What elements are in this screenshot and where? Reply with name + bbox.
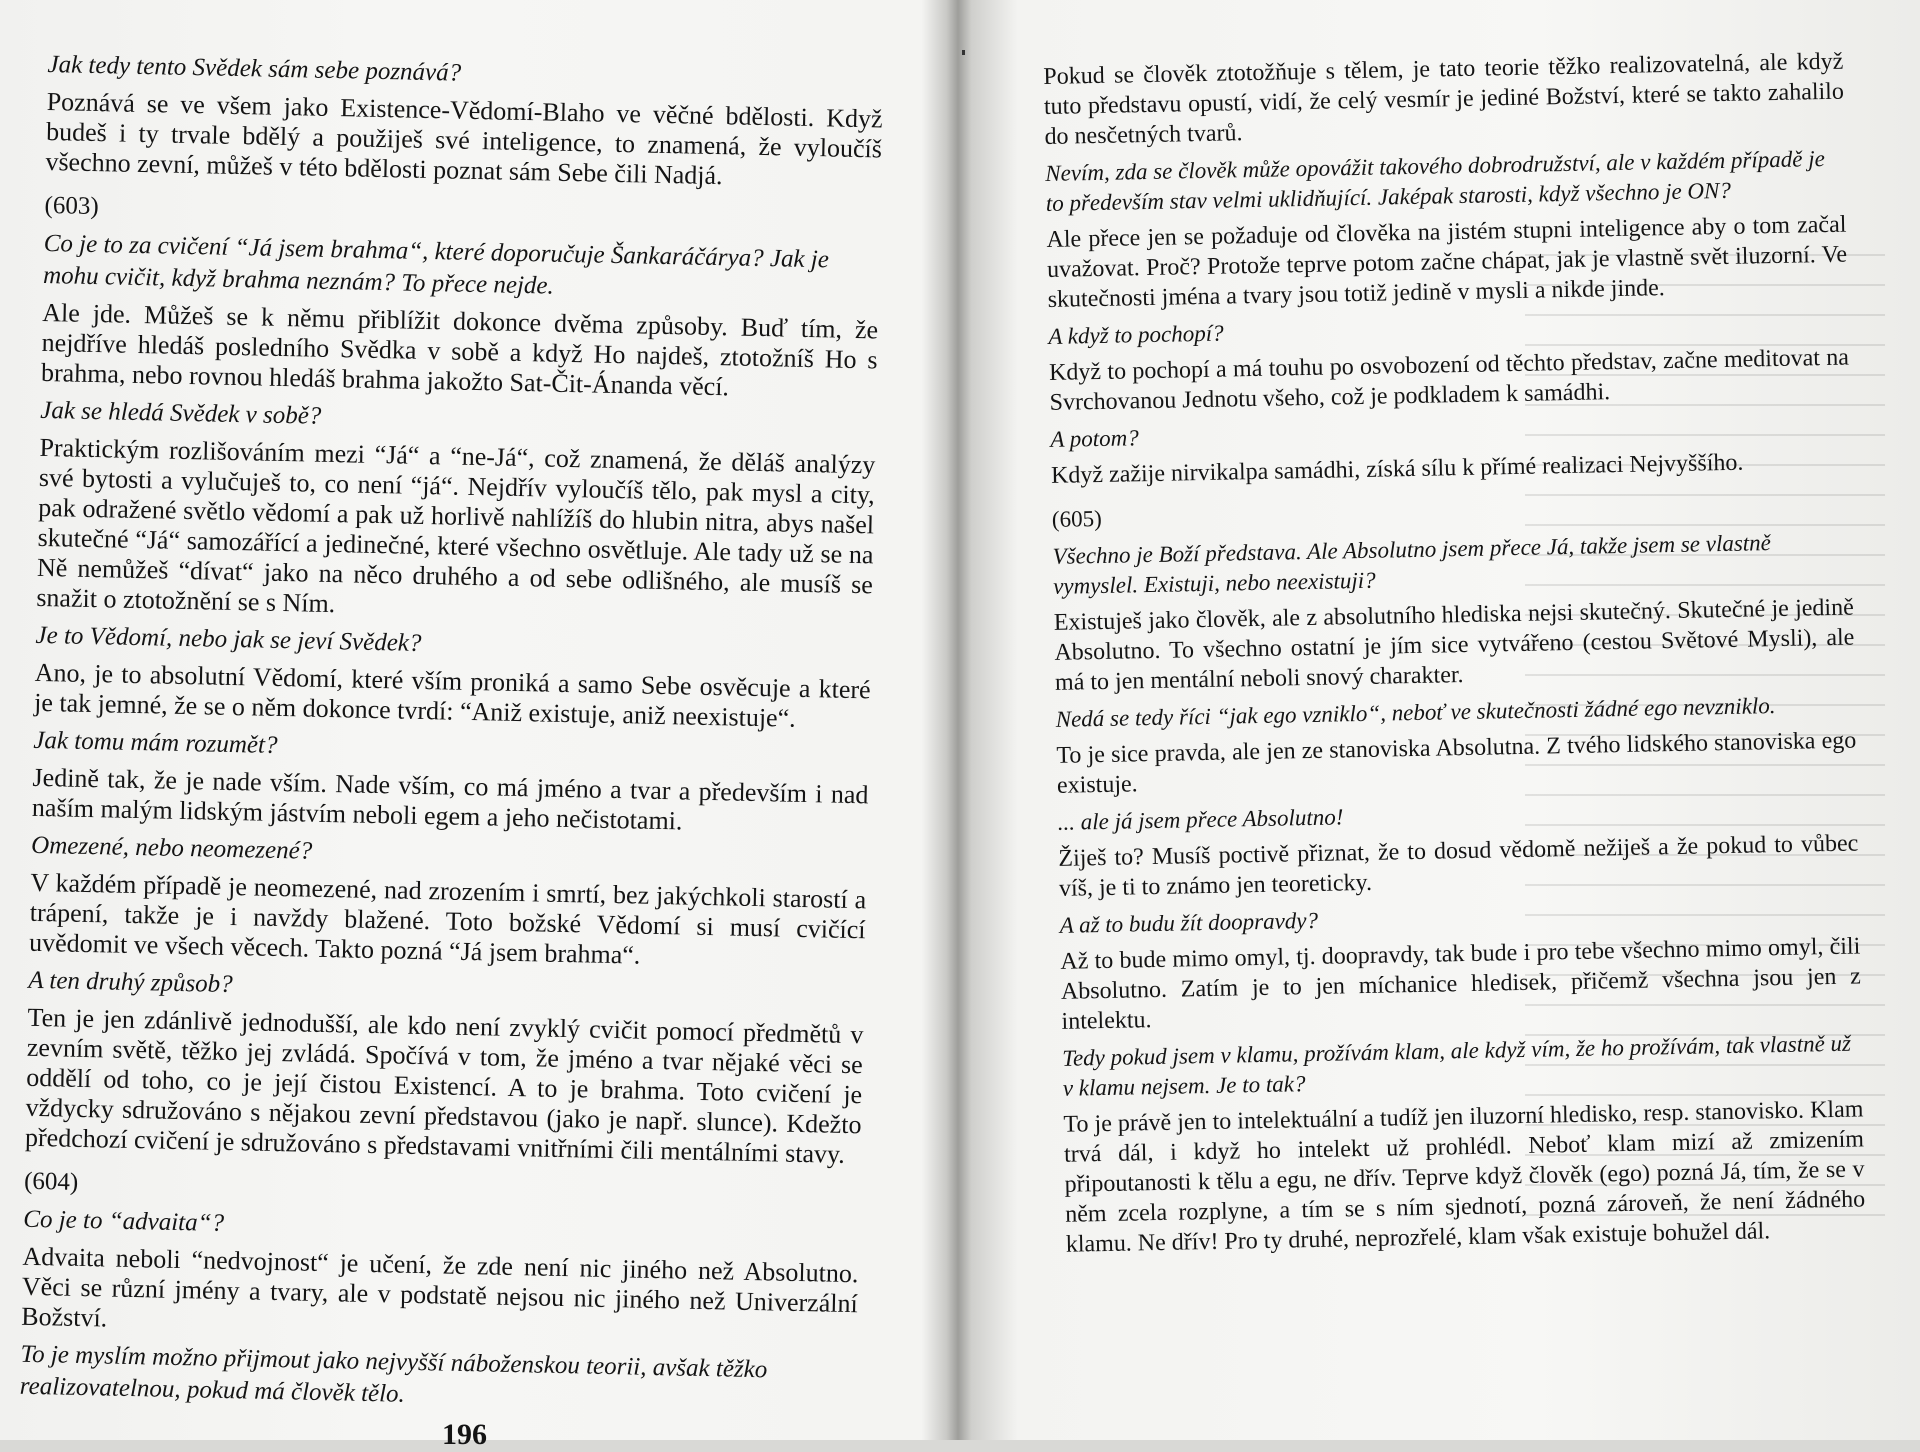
right-text-column xyxy=(1043,41,1866,1260)
section-number: (603) xyxy=(44,191,100,221)
question-paragraph: Je to Vědomí, nebo jak se jeví Svědek? xyxy=(35,621,422,657)
question-paragraph: A když to pochopí? xyxy=(1048,320,1224,349)
question-paragraph: Nedá se tedy říci “jak ego vzniklo“, neboť ve skutečnosti žádné ego nevzniklo. xyxy=(1055,693,1776,732)
answer-paragraph: Ano, je to absolutní Vědomí, které vším proniká a samo Sebe osvěcuje a které je tak jemné, že se o něm dokonce tvrdí: “Aniž existuje, aniž neexistuje“. xyxy=(33,657,871,733)
left-text-column xyxy=(19,42,883,1420)
right-page xyxy=(965,0,1920,1440)
answer-paragraph: Existuješ jako člověk, ale z absolutního hlediska nejsi skutečný. Skutečné je jedině Absolutno. To všechno ostatní je jím sice vytvářeno (cestou Světové Mysli), ale má to jen mentální neboli snový charakter. xyxy=(1053,594,1855,696)
answer-paragraph: Pokud se člověk ztotožňuje s tělem, je tato teorie těžko realizovatelná, ale když tuto představu opustí, vidí, že celý vesmír je jediné Božství, které se takto zahalilo do nesčetných tvarů. xyxy=(1043,48,1845,150)
question-paragraph: A ten druhý způsob? xyxy=(28,966,233,999)
answer-paragraph: Jedině tak, že je nade vším. Nade vším, co má jméno a tvar a především i nad naším malým lidským jástvím neboli egem a jeho nečistotami. xyxy=(31,762,869,836)
question-paragraph: Omezené, nebo neomezené? xyxy=(30,831,313,865)
question-paragraph: A potom? xyxy=(1050,425,1139,452)
answer-paragraph: Až to bude mimo omyl, tj. doopravdy, tak bude i pro tebe všechno mimo omyl, čili Absolutno. Zatím je to jen míchanice hledisek, přičemž všechna jsou jen z intelektu. xyxy=(1060,933,1862,1035)
answer-paragraph: Poznává se ve všem jako Existence-Vědomí-Blaho ve věčné bdělosti. Když budeš i ty trvale bdělý a použiješ své inteligence, to znamená, že vyloučíš všechno zevní, můžeš v této bdělosti poznat sám Sebe čili Nadjá. xyxy=(45,86,883,191)
question-paragraph: A až to budu žít doopravdy? xyxy=(1059,907,1319,938)
answer-paragraph: Ten je jen zdánlivě jednodušší, ale kdo není zvyklý cvičit pomocí předmětů v zevním světě, těžko jej zvládá. Spočívá v tom, že jméno a tvar nějaké věci se oddělí od toho, co je její čistou Existencí. A to je brahma. Toto cvičení je vždycky sdružováno s nějakou zevní představou (jako je např. slunce). Kdežto předchozí cvičení je sdružováno s představami vnitřními čili mentálními stavy. xyxy=(24,1002,864,1169)
question-paragraph: To je myslím možno přijmout jako nejvyšší náboženskou teorii, avšak těžko realizovatelnou, pokud má člověk tělo. xyxy=(19,1340,768,1408)
question-paragraph: ... ale já jsem přece Absolutno! xyxy=(1057,804,1344,835)
page-number: 196 xyxy=(442,1418,487,1451)
question-paragraph: Tedy pokud jsem v klamu, prožívám klam, ale když vím, že ho prožívám, tak vlastně už v klamu nejsem. Je to tak? xyxy=(1062,1030,1852,1101)
question-paragraph: Všechno je Boží představa. Ale Absolutno jsem přece Já, takže jsem se vlastně vymyslel. Existuji, nebo neexistuji? xyxy=(1052,530,1772,599)
section-number: (604) xyxy=(23,1167,79,1196)
answer-paragraph: V každém případě je neomezené, nad zrozením i smrtí, bez jakýchkoli starostí a trápení, takže je i navždy blažené. Toto božské Vědomí si musí cvičící uvědomit ve všech věcech. Takto pozná “Já jsem brahma“. xyxy=(28,867,867,970)
question-paragraph: Jak tomu mám rozumět? xyxy=(33,726,278,759)
question-paragraph: Nevím, zda se člověk může opovážit takového dobrodružství, ale v každém případě je to především stav velmi uklidňující. Jaképak starosti, když všechno je ON? xyxy=(1045,146,1826,216)
answer-paragraph: Když zažije nirvikalpa samádhi, získá sílu k přímé realizaci Nejvyššího. xyxy=(1050,449,1744,489)
question-paragraph: Co je to “advaita“? xyxy=(23,1205,225,1237)
answer-paragraph: To je právě jen to intelektuální a tudíž jen iluzorní hledisko, resp. stanovisko. Klam trvá dál, i když ho intelekt už prohlédl. Neboť klam mizí až zmizením připoutanosti k tělu a egu, ne dřív. Teprve když člověk (ego) pozná Já, tím, že se v něm zcela rozplyne, a tím se s ním sjednotí, pozná zároveň, že není žádného klamu. Ne dřív! Pro ty druhé, neprozřelé, klam však existuje bohužel dál. xyxy=(1063,1096,1866,1258)
answer-paragraph: Žiješ to? Musíš poctivě přiznat, že to dosud vědomě nežiješ a že pokud to vůbec víš, je ti to známo jen teoreticky. xyxy=(1058,830,1859,902)
question-paragraph: Jak tedy tento Svědek sám sebe poznává? xyxy=(47,50,462,87)
answer-paragraph: To je sice pravda, ale jen ze stanoviska Absolutna. Z tvého lidského stanoviska ego existuje. xyxy=(1056,727,1857,799)
answer-paragraph: Ale jde. Můžeš se k němu přiblížit dokonce dvěma způsoby. Buď tím, že nejdříve hledáš posledního Svědka v sobě a když Ho najdeš, ztotožníš Ho s brahma, nebo rovnou hledáš brahma jakožto Sat-Čit-Ánanda věcí. xyxy=(40,297,879,402)
answer-paragraph: Když to pochopí a má touhu po osvobození od těchto představ, začne meditovat na Svrchovanou Jednotu všeho, což je podkladem k samádhi. xyxy=(1048,344,1850,416)
question-paragraph: Co je to za cvičení “Já jsem brahma“, které doporučuje Šankaráčárya? Jak je mohu cvičit, když brahma neznám? To přece nejde. xyxy=(42,229,830,300)
question-paragraph: Jak se hledá Svědek v sobě? xyxy=(39,396,322,430)
answer-paragraph: Advaita neboli “nedvojnost“ je učení, že zde není nic jiného než Absolutno. Věci se různí jmény a tvary, ale v podstatě nejsou nic jiného než Univerzální Božství. xyxy=(21,1241,859,1333)
section-number: (605) xyxy=(1051,505,1102,532)
answer-paragraph: Praktickým rozlišováním mezi “Já“ a “ne-Já“, což znamená, že děláš analýzy své bytosti a vylučuješ to, co není “já“. Nejdřív vyloučíš tělo, pak mysl a city, pak odražené světlo vědomí a pak už horlivě nahlížíš do hlubin nitra, abys našel skutečné “Já“ samozářící a jedinečné, které všechno osvětluje. Ale tady už se na Ně nemůžeš “dívat“ jako na něco druhého a od sebe odlišného, ale musíš se snažit o ztotožnění se s Ním. xyxy=(36,432,876,619)
answer-paragraph: Ale přece jen se požaduje od člověka na jistém stupni inteligence aby o tom začal uvažovat. Proč? Protože teprve potom začne chápat, jak je vlastně svět iluzorní. Ve skutečnosti jména a tvary jsou totiž jedině v mysli a nikde jinde. xyxy=(1046,211,1848,313)
left-page xyxy=(0,0,955,1451)
